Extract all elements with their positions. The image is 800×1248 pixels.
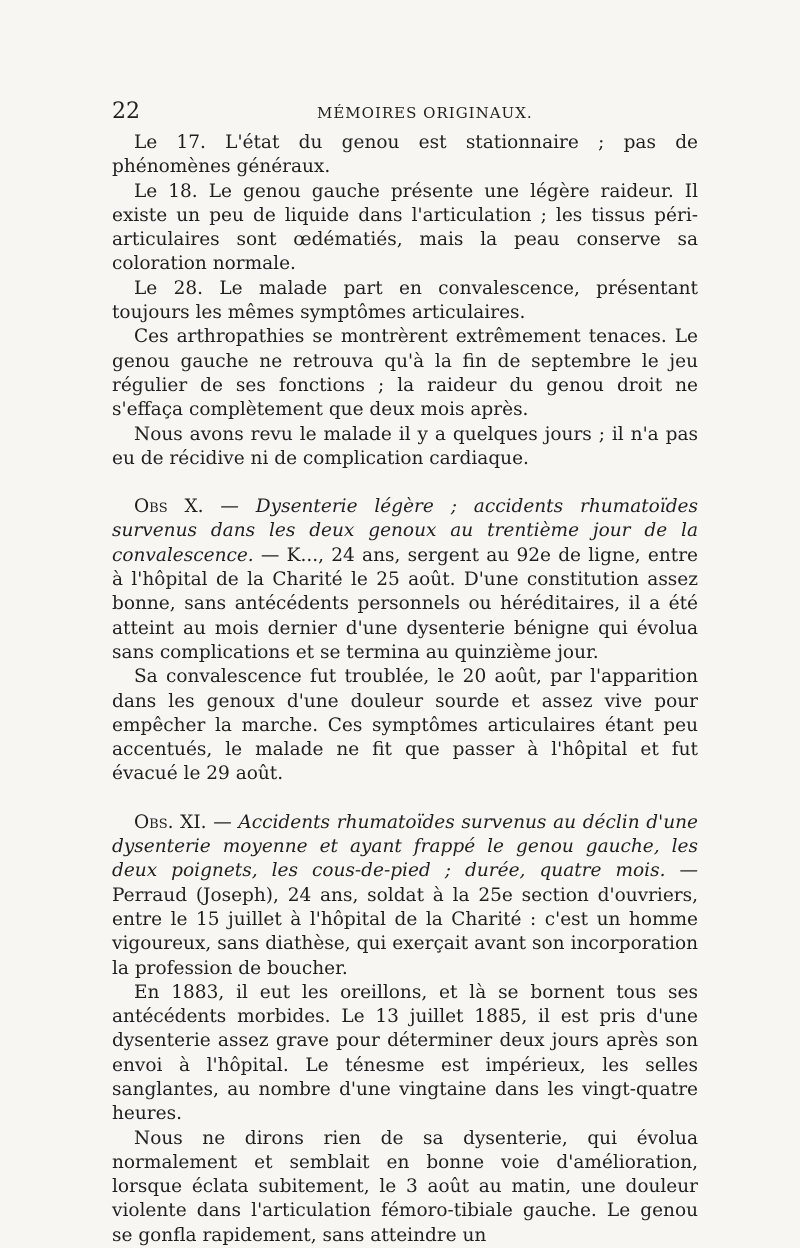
paragraph: Nous ne dirons rien de sa dysenterie, qui évolua normalement et semblait en bonne voie d'amélioration, lorsque éclata subitement, le 3 août au matin, une douleur violente dans l'articulation fémoro-tibiale gauche. Le genou se gonfla rapidement, sans atteindre un (112, 1127, 698, 1246)
body-text (112, 131, 698, 1248)
page-number: 22 (112, 99, 140, 124)
observation-body: — Perraud (Joseph), 24 ans, soldat à la 25e section d'ouvriers, entre le 15 juillet à l'hôpital de la Charité : c'est un homme vigoureux, sans diathèse, qui exerçait avant son incorporation la profession de boucher. (112, 860, 698, 979)
paragraph: Ces arthropathies se montrèrent extrêmement tenaces. Le genou gauche ne retrouva qu'à la fin de septembre le jeu régulier de ses fonctions ; la raideur du genou droit ne s'effaça complètement que deux mois après. (112, 326, 698, 421)
observation-title: — Dysenterie légère ; accidents rhumatoïdes survenus dans les deux genoux au trentième jour de la convalescence. (112, 496, 698, 566)
paragraph: Nous avons revu le malade il y a quelques jours ; il n'a pas eu de récidive ni de complication cardiaque. (112, 423, 698, 469)
observation-title: — Accidents rhumatoïdes survenus au déclin d'une dysenterie moyenne et ayant frappé le genou gauche, les deux poignets, les cous-de-pied ; durée, quatre mois. (112, 811, 698, 882)
page-header (112, 97, 698, 127)
observation-label: Obs. XI. (134, 811, 207, 833)
paragraph: Sa convalescence fut troublée, le 20 août, par l'apparition dans les genoux d'une douleur sourde et assez vive pour empêcher la marche. Ces symptômes articulaires étant peu accentués, le malade ne fit que passer à l'hôpital et fut évacué le 29 août. (112, 666, 698, 785)
observation-x (112, 495, 698, 665)
observation-xi (112, 811, 698, 981)
running-title: MÉMOIRES ORIGINAUX. (317, 104, 533, 122)
observation-label: Obs X. (134, 496, 204, 518)
paragraph: Le 17. L'état du genou est stationnaire ; pas de phénomènes généraux. (112, 132, 698, 178)
observation-body: — K..., 24 ans, sergent au 92e de ligne, entre à l'hôpital de la Charité le 25 août. D'une constitution assez bonne, sans antécédents personnels ou héréditaires, il a été atteint au mois dernier d'une dysenterie bénigne qui évolua sans complications et se termina au quinzième jour. (112, 544, 698, 663)
paragraph: Le 28. Le malade part en convalescence, présentant toujours les mêmes symptômes articulaires. (112, 277, 698, 324)
paragraph: Le 18. Le genou gauche présente une légère raideur. Il existe un peu de liquide dans l'articulation ; les tissus péri-articulaires sont œdématiés, mais la peau conserve sa coloration normale. (112, 180, 698, 275)
paragraph: En 1883, il eut les oreillons, et là se bornent tous ses antécédents morbides. Le 13 juillet 1885, il est pris d'une dysenterie assez grave pour déterminer deux jours après son envoi à l'hôpital. Le ténesme est impérieux, les selles sanglantes, au nombre d'une vingtaine dans les vingt-quatre heures. (112, 981, 698, 1125)
